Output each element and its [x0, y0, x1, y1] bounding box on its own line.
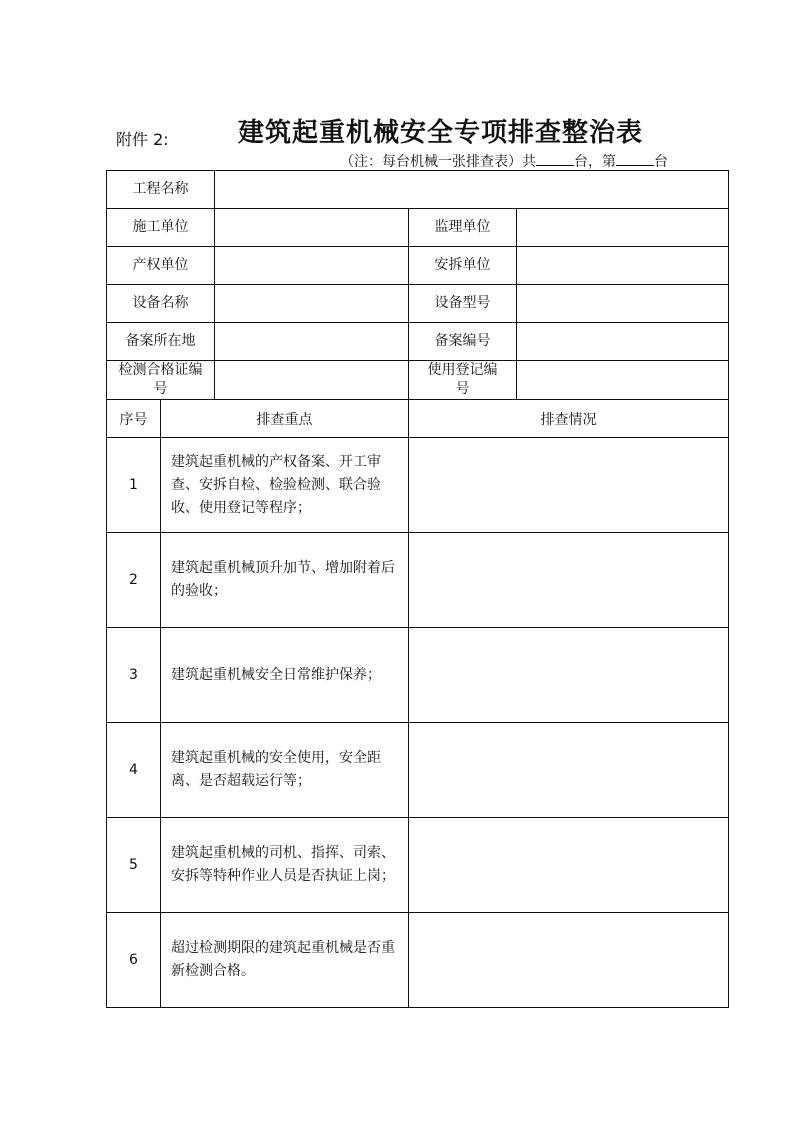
note-unit-2: 台 [654, 154, 668, 170]
check-header-row [107, 400, 729, 438]
note-unit-1: 台，第 [574, 154, 616, 170]
install-unit-label: 安拆单位 [409, 247, 517, 285]
row-number: 6 [107, 913, 161, 1008]
construction-unit-field[interactable] [215, 209, 409, 247]
check-status-field[interactable] [409, 628, 729, 723]
check-status-field[interactable] [409, 723, 729, 818]
table-row [107, 533, 729, 628]
column-header-focus: 排查重点 [161, 400, 409, 438]
table-row [107, 723, 729, 818]
supervision-unit-field[interactable] [517, 209, 729, 247]
filing-number-label: 备案编号 [409, 323, 517, 361]
info-row-property [107, 247, 729, 285]
total-count-blank[interactable] [536, 152, 574, 166]
project-name-label: 工程名称 [107, 171, 215, 209]
project-name-field[interactable] [215, 171, 729, 209]
check-focus: 建筑起重机械的产权备案、开工审查、安拆自检、检验检测、联合验收、使用登记等程序； [161, 438, 409, 533]
check-status-field[interactable] [409, 818, 729, 913]
property-unit-field[interactable] [215, 247, 409, 285]
supervision-unit-label: 监理单位 [409, 209, 517, 247]
check-focus: 超过检测期限的建筑起重机械是否重新检测合格。 [161, 913, 409, 1008]
cert-number-field[interactable] [215, 361, 409, 400]
row-number: 2 [107, 533, 161, 628]
table-note [340, 151, 668, 171]
info-row-filing [107, 323, 729, 361]
check-focus: 建筑起重机械的司机、指挥、司索、安拆等特种作业人员是否执证上岗； [161, 818, 409, 913]
install-unit-field[interactable] [517, 247, 729, 285]
check-status-field[interactable] [409, 438, 729, 533]
cert-number-label: 检测合格证编号 [107, 361, 215, 400]
note-prefix: （注：每台机械一张排查表）共 [340, 154, 536, 170]
current-index-blank[interactable] [616, 152, 654, 166]
table-row [107, 628, 729, 723]
row-number: 4 [107, 723, 161, 818]
filing-number-field[interactable] [517, 323, 729, 361]
table-row [107, 913, 729, 1008]
column-header-no: 序号 [107, 400, 161, 438]
page-title: 建筑起重机械安全专项排查整治表 [238, 118, 644, 148]
row-number: 5 [107, 818, 161, 913]
equipment-model-label: 设备型号 [409, 285, 517, 323]
attachment-label: 附件 2: [116, 130, 169, 149]
filing-location-label: 备案所在地 [107, 323, 215, 361]
row-number: 3 [107, 628, 161, 723]
equipment-model-field[interactable] [517, 285, 729, 323]
equipment-name-label: 设备名称 [107, 285, 215, 323]
construction-unit-label: 施工单位 [107, 209, 215, 247]
info-row-cert [107, 361, 729, 400]
info-row-project [107, 171, 729, 209]
check-status-field[interactable] [409, 533, 729, 628]
equipment-name-field[interactable] [215, 285, 409, 323]
property-unit-label: 产权单位 [107, 247, 215, 285]
check-focus: 建筑起重机械安全日常维护保养； [161, 628, 409, 723]
registration-number-label: 使用登记编号 [409, 361, 517, 400]
filing-location-field[interactable] [215, 323, 409, 361]
info-row-equipment [107, 285, 729, 323]
column-header-status: 排查情况 [409, 400, 729, 438]
check-status-field[interactable] [409, 913, 729, 1008]
inspection-table [106, 170, 729, 1008]
registration-number-field[interactable] [517, 361, 729, 400]
check-focus: 建筑起重机械的安全使用，安全距离、是否超载运行等； [161, 723, 409, 818]
table-row [107, 818, 729, 913]
check-focus: 建筑起重机械顶升加节、增加附着后的验收； [161, 533, 409, 628]
info-row-units [107, 209, 729, 247]
row-number: 1 [107, 438, 161, 533]
table-row [107, 438, 729, 533]
